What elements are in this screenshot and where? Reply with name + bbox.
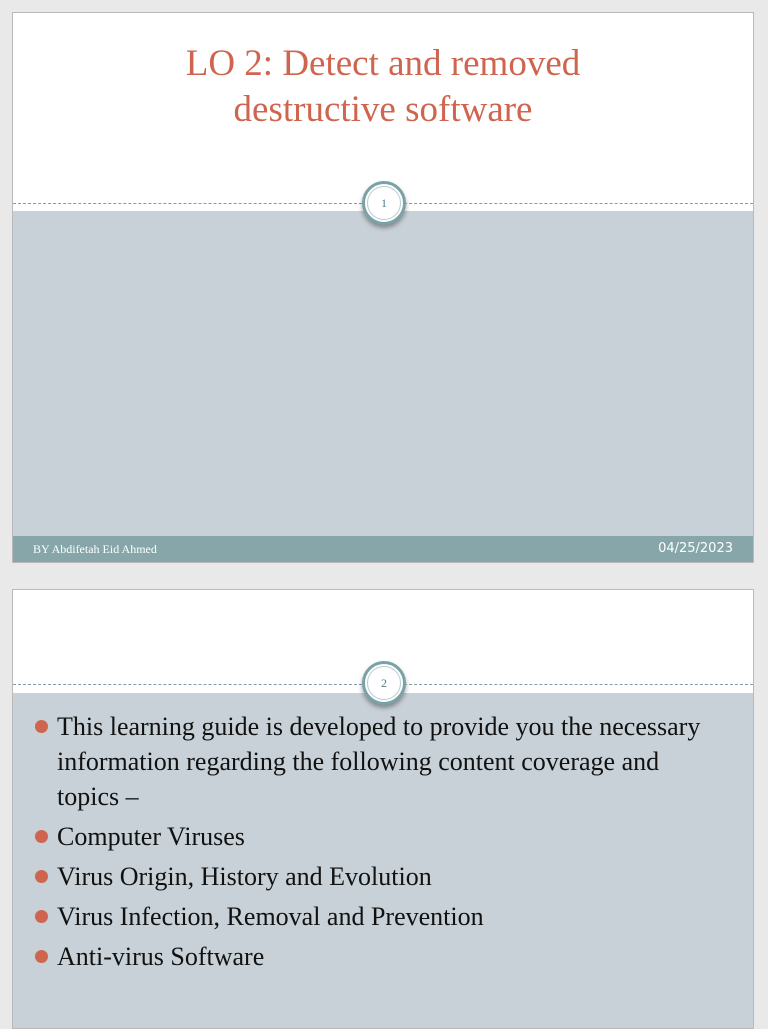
bullet-text: Virus Infection, Removal and Prevention xyxy=(57,902,484,931)
title-line-1: LO 2: Detect and removed xyxy=(185,43,581,84)
bullet-item xyxy=(35,709,723,814)
bullet-dot-icon xyxy=(35,910,48,923)
bullet-list xyxy=(35,709,723,979)
slide-2 xyxy=(12,589,754,1029)
bullet-dot-icon xyxy=(35,950,48,963)
bullet-dot-icon xyxy=(35,870,48,883)
bullet-dot-icon xyxy=(35,720,48,733)
bullet-text: Computer Viruses xyxy=(57,822,245,851)
slide-1 xyxy=(12,12,754,563)
bullet-text: This learning guide is developed to provide you the necessary information regarding the following content coverage and topics – xyxy=(57,712,701,811)
slide-number-badge xyxy=(362,181,406,225)
slide-number: 1 xyxy=(367,186,401,220)
bullet-text: Anti-virus Software xyxy=(57,942,265,971)
slide-footer xyxy=(13,536,753,562)
title-line-2: destructive software xyxy=(233,89,533,130)
slide-body xyxy=(13,211,753,562)
bullet-item xyxy=(35,899,723,934)
bullet-text: Virus Origin, History and Evolution xyxy=(57,862,432,891)
bullet-item xyxy=(35,939,723,974)
footer-date: 04/25/2023 xyxy=(658,541,733,556)
bullet-dot-icon xyxy=(35,830,48,843)
footer-author: BY Abdifetah Eid Ahmed xyxy=(33,542,157,556)
bullet-item xyxy=(35,859,723,894)
slide-number-badge xyxy=(362,661,406,705)
slide-title xyxy=(13,41,753,133)
bullet-item xyxy=(35,819,723,854)
slide-number: 2 xyxy=(367,666,401,700)
